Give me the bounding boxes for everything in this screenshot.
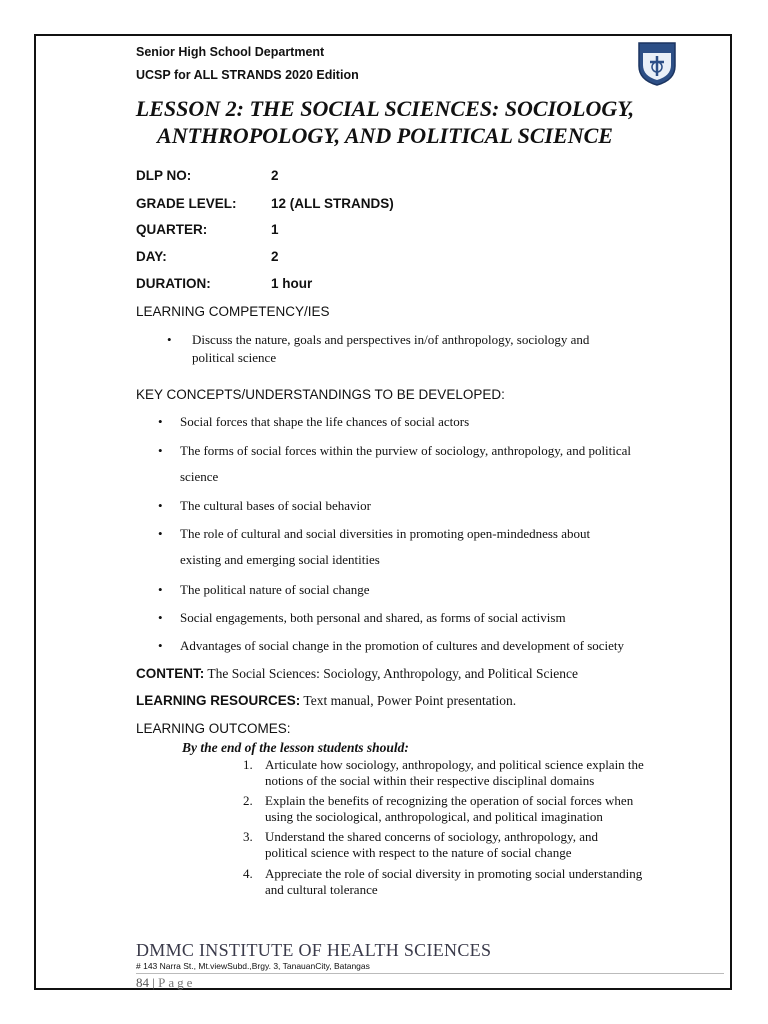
content-line: CONTENT: The Social Sciences: Sociology, Anthropology, and Political Science: [136, 666, 578, 681]
bullet-icon: •: [158, 638, 163, 653]
outcome-item: 2. Explain the benefits of recognizing the operation of social forces when using the sociological, anthropological, and political imagination: [243, 793, 634, 824]
key-concept-item: • Social engagements, both personal and shared, as forms of social activism: [158, 610, 566, 625]
meta-dlp-no: DLP NO: 2: [136, 168, 279, 183]
footer-divider: [136, 973, 724, 974]
outcome-item: 3. Understand the shared concerns of sociology, anthropology, and political science with respect to the nature of social change: [243, 829, 598, 860]
key-concept-item: • The cultural bases of social behavior: [158, 498, 371, 513]
bullet-icon: •: [158, 610, 163, 625]
outcome-item: 1. Articulate how sociology, anthropology, and political science explain the notions of the social within their respective disciplinal domains: [243, 757, 644, 788]
lesson-title: LESSON 2: THE SOCIAL SCIENCES: SOCIOLOGY, ANTHROPOLOGY, AND POLITICAL SCIENCE: [135, 96, 635, 148]
key-concept-item: • Social forces that shape the life chances of social actors: [158, 414, 470, 429]
key-concept-item: • The forms of social forces within the purview of sociology, anthropology, and political science: [158, 443, 632, 484]
header-department: Senior High School Department: [136, 45, 325, 59]
header-edition: UCSP for ALL STRANDS 2020 Edition: [136, 68, 359, 82]
bullet-icon: •: [158, 414, 163, 429]
page-number: 84 | Page: [136, 975, 196, 990]
bullet-icon: •: [158, 582, 163, 597]
resources-line: LEARNING RESOURCES: Text manual, Power Point presentation.: [136, 693, 517, 708]
meta-grade-level: GRADE LEVEL: 12 (ALL STRANDS): [136, 196, 394, 211]
competency-heading: LEARNING COMPETENCY/IES: [136, 304, 330, 319]
key-concept-item: • Advantages of social change in the promotion of cultures and development of society: [158, 638, 625, 653]
outcomes-intro: By the end of the lesson students should:: [182, 740, 409, 755]
bullet-icon: •: [167, 332, 172, 347]
key-concepts-heading: KEY CONCEPTS/UNDERSTANDINGS TO BE DEVELOPED:: [136, 387, 505, 402]
bullet-icon: •: [158, 526, 163, 541]
footer-address: # 143 Narra St., Mt.viewSubd.,Brgy. 3, TanauanCity, Batangas: [136, 961, 370, 971]
outcome-item: 4. Appreciate the role of social diversity in promoting social understanding and cultural tolerance: [243, 866, 643, 897]
meta-day: DAY: 2: [136, 249, 279, 264]
competency-item: • Discuss the nature, goals and perspectives in/of anthropology, sociology and political science: [167, 332, 590, 365]
school-seal-icon: [636, 40, 678, 86]
key-concept-item: • The role of cultural and social diversities in promoting open-mindedness about existing and emerging social identities: [158, 526, 591, 567]
bullet-icon: •: [158, 498, 163, 513]
footer-institution: DMMC INSTITUTE OF HEALTH SCIENCES: [136, 940, 492, 960]
meta-quarter: QUARTER: 1: [136, 222, 279, 237]
key-concept-item: • The political nature of social change: [158, 582, 370, 597]
meta-duration: DURATION: 1 hour: [136, 276, 313, 291]
bullet-icon: •: [158, 443, 163, 458]
outcomes-heading: LEARNING OUTCOMES:: [136, 721, 291, 736]
